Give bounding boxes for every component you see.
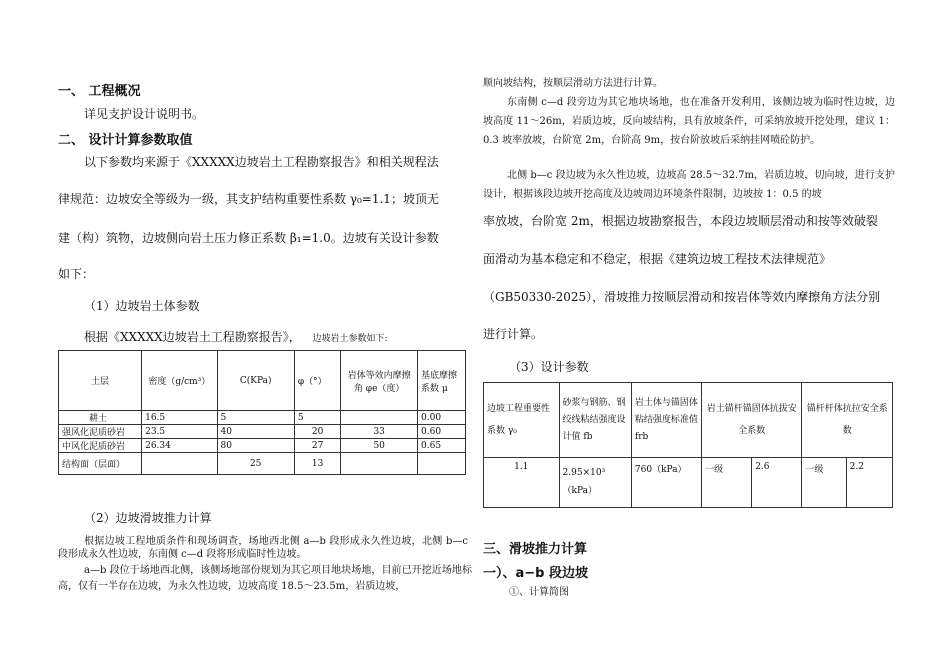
- table-header: 砂浆与钢筋、钢绞线粘结强度设计值 fb: [559, 383, 631, 458]
- section3-subtitle: 一）、a−b 段边坡: [483, 566, 588, 581]
- table-row: 结构面（层面） 25 13: [59, 453, 466, 475]
- section2-line2: 律规范：边坡安全等级为一级，其支护结构重要性系数 γ₀=1.1；坡顶无: [58, 192, 439, 206]
- subsection2-title: （2）边坡滑坡推力计算: [84, 511, 212, 525]
- table-header: 岩体等效内摩擦角 φe（度）: [341, 351, 418, 411]
- subsection3-title: （3）设计参数: [509, 360, 589, 374]
- paragraph-bc-line3: （GB50330-2025），滑坡推力按顺层滑动和按岩体等效内摩擦角方法分别: [483, 290, 881, 304]
- soil-parameter-table: [58, 350, 466, 475]
- section3-title: 三、滑坡推力计算: [483, 542, 588, 557]
- table-header: 边坡工程重要性系数 γ₀: [484, 383, 560, 458]
- paragraph-bc-line1: 率放坡，台阶宽 2m，根据边坡勘察报告，本段边坡顺层滑动和按等效破裂: [483, 214, 878, 228]
- subsection1-text: [84, 328, 388, 345]
- section2-line4: 如下：: [58, 267, 95, 281]
- table-header: 岩土锚杆锚固体抗拔安全系数: [702, 383, 802, 458]
- continued-line: 顺向坡结构，按顺层滑动方法进行计算。: [483, 78, 663, 89]
- design-parameter-table: [483, 382, 893, 508]
- paragraph-bc-section: 北侧 b—c 段边坡为永久性边坡，边坡高 28.5～32.7m，岩质边坡，切向坡，进行支护设计，根据该段边坡开挖高度及边坡周边环境条件限制，边坡按 1：0.5 的坡: [483, 170, 895, 200]
- paragraph-bc-line2: 面滑动为基本稳定和不稳定，根据《建筑边坡工程技术法律规范》: [483, 252, 832, 266]
- paragraph-cd-section: 东南侧 c—d 段旁边为其它地块场地，也在准备开发利用，该侧边坡为临时性边坡，边坡高度 11～26m，岩质边坡，反向坡结构，具有放坡条件，可采纳放坡开挖处理，建议 1：0.3 坡率放坡，台阶宽 2m，台阶高 9m，按台阶放坡后采纳挂网喷砼防护。: [483, 97, 895, 146]
- table-row: 耕土 16.5 5 5 0.00: [59, 411, 466, 425]
- table-header: 岩土体与锚固体粘结强度标准值 frb: [631, 383, 701, 458]
- table-row: 1.1 2.95×10³（kPa） 760（kPa） 一级 2.6 一级 2.2: [484, 458, 893, 508]
- subsection1-note: 边坡岩土参数如下:: [312, 334, 388, 344]
- table-header: 基底摩擦系数 μ: [418, 351, 466, 411]
- table-row: 强风化泥质砂岩 23.5 40 20 33 0.60: [59, 425, 466, 439]
- subsection1-title: （1）边坡岩土体参数: [84, 299, 200, 313]
- table-header: 锚杆杆体抗拉安全系数: [802, 383, 893, 458]
- paragraph-slope-overview: 根据边坡工程地质条件和现场调查，场地西北侧 a—b 段形成永久性边坡，北侧 b—c 段形成永久性边坡，东南侧 c—d 段将形成临时性边坡。: [58, 536, 468, 560]
- table-header: C(KPa): [217, 351, 294, 411]
- paragraph-ab-section: a—b 段位于场地西北侧，该侧场地部份规划为其它项目地块场地，目前已开挖近场地标高，仅有一半存在边坡，为永久性边坡，边坡高度 18.5～23.5m，岩质边坡，: [58, 565, 472, 592]
- table-header: 密度（g/cm³）: [142, 351, 217, 411]
- section2-line3: 建（构）筑物，边坡侧向岩土压力修正系数 β₁=1.0。边坡有关设计参数: [58, 231, 439, 245]
- subsection1-source: 根据《XXXXX边坡岩土工程勘察报告》，: [84, 330, 301, 344]
- section2-title: 二、 设计计算参数取值: [58, 133, 193, 148]
- section2-line1: 以下参数均来源于《XXXXX边坡岩土工程勘察报告》和相关规程法: [84, 155, 439, 169]
- table-header: φ（°）: [294, 351, 341, 411]
- section1-body: 详见支护设计说明书。: [84, 107, 205, 121]
- paragraph-bc-line4: 进行计算。: [483, 327, 544, 341]
- section1-title: 一、 工程概况: [58, 84, 141, 99]
- table-header: 土层: [59, 351, 142, 411]
- table-row: 中风化泥质砂岩 26.34 80 27 50 0.65: [59, 439, 466, 453]
- section3-item: ①、计算简图: [509, 587, 569, 598]
